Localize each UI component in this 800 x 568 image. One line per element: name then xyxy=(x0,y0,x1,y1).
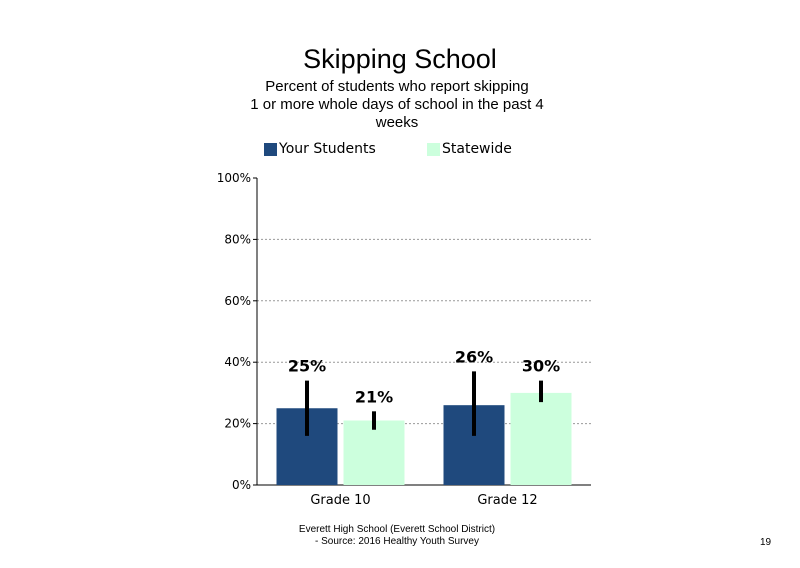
y-tick-label: 0% xyxy=(231,478,251,492)
x-tick-label: Grade 12 xyxy=(477,493,538,508)
y-tick-label: 40% xyxy=(224,355,251,370)
footer-line-1: Everett High School (Everett School District) xyxy=(298,524,496,535)
footer-source xyxy=(267,524,527,548)
data-label: 21% xyxy=(354,387,394,407)
subtitle-line-3: weeks xyxy=(375,114,419,131)
x-tick-label: Grade 10 xyxy=(310,493,371,508)
page-number: 19 xyxy=(760,537,772,548)
data-label: 25% xyxy=(287,356,327,376)
data-label: 26% xyxy=(454,347,494,367)
legend-label-your-students: Your Students xyxy=(279,141,376,157)
y-tick-label: 100% xyxy=(216,171,251,185)
bar-statewide xyxy=(511,393,572,485)
footer-line-2: - Source: 2016 Healthy Youth Survey xyxy=(315,536,479,547)
bar-statewide xyxy=(344,421,405,485)
chart-title: Skipping School xyxy=(303,44,497,74)
y-tick-label: 20% xyxy=(224,416,251,431)
legend-label-statewide: Statewide xyxy=(442,141,512,157)
subtitle-line-2: 1 or more whole days of school in the past 4 xyxy=(250,96,544,113)
y-tick-label: 60% xyxy=(224,293,251,308)
data-label: 30% xyxy=(521,356,561,376)
y-tick-label: 80% xyxy=(224,232,251,247)
subtitle-line-1: Percent of students who report skipping xyxy=(265,78,529,95)
